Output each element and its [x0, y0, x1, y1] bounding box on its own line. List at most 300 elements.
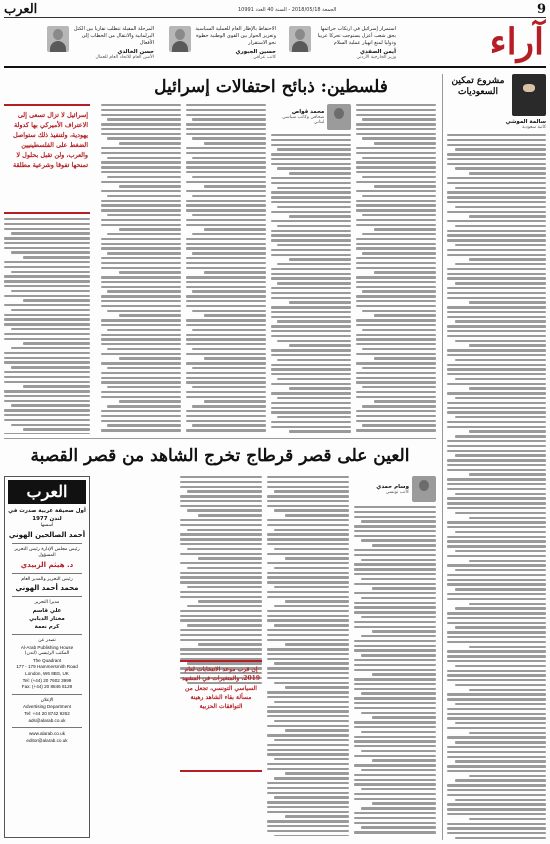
body-text-line: [11, 251, 90, 253]
article-column: [180, 476, 262, 836]
body-text-line: [374, 271, 436, 273]
body-text-line: [4, 395, 90, 397]
body-text-line: [356, 353, 436, 355]
body-text-line: [274, 548, 349, 550]
body-text-line: [447, 832, 546, 834]
body-text-line: [180, 591, 262, 593]
body-text-line: [447, 636, 546, 638]
body-text-line: [356, 338, 436, 340]
body-text-line: [101, 114, 181, 116]
body-text-line: [362, 367, 436, 369]
body-text-line: [455, 837, 546, 839]
body-text-line: [447, 383, 546, 385]
imprint-managing-editor: علي قاسم: [32, 607, 62, 614]
body-text-line: [192, 386, 266, 388]
body-text-line: [101, 300, 181, 302]
body-text-line: [271, 230, 351, 232]
body-text-line: [354, 506, 436, 508]
header-author-3: [47, 26, 154, 60]
body-text-line: [180, 543, 262, 545]
body-text-line: [267, 749, 349, 751]
body-text-line: [277, 167, 351, 169]
body-text-line: [274, 529, 349, 531]
body-text-line: [361, 635, 436, 637]
body-text-line: [267, 610, 349, 612]
body-text-line: [11, 366, 90, 368]
body-text-line: [267, 811, 349, 813]
body-text-line: [186, 343, 266, 345]
body-text-line: [447, 693, 546, 695]
body-text-line: [447, 478, 546, 480]
body-text-line: [267, 648, 349, 650]
body-text-line: [354, 683, 436, 685]
pull-quote: إسرائيل لا تزال تسعى إلى الاعتراف الأميركي بها كدولة يهودية، ولتنفيذ ذلك ستواصل الضغط على الفلسطينيين والعرب، ولن تقبل بحلول لا تمنحها تفوقا وشرعية مطلقة: [4, 104, 90, 214]
body-text-line: [361, 731, 436, 733]
body-text-line: [356, 415, 436, 417]
imprint-ads-label: الإعلان: [40, 697, 54, 703]
body-text-line: [187, 567, 262, 569]
body-text-line: [4, 323, 90, 325]
body-text-line: [362, 329, 436, 331]
body-text-line: [455, 206, 546, 208]
body-text-line: [271, 407, 351, 409]
imprint-editor-email: editor@alarab.co.uk: [26, 737, 68, 743]
body-text-line: [356, 391, 436, 393]
body-text-line: [447, 234, 546, 236]
header-author-2: [169, 26, 276, 60]
body-text-line: [267, 706, 349, 708]
body-text-line: [186, 262, 266, 264]
body-text-line: [447, 770, 546, 772]
body-text-line: [374, 185, 436, 187]
body-text-line: [362, 424, 436, 426]
body-text-line: [186, 391, 266, 393]
body-text-line: [192, 137, 266, 139]
body-text-line: [455, 741, 546, 743]
body-text-line: [180, 481, 262, 483]
body-text-line: [447, 230, 546, 232]
body-text-line: [186, 114, 266, 116]
body-text-line: [447, 139, 546, 141]
body-text-line: [455, 722, 546, 724]
body-text-line: [192, 329, 266, 331]
body-text-line: [267, 768, 349, 770]
body-text-line: [267, 753, 349, 755]
body-text-line: [267, 725, 349, 727]
body-text-line: [356, 247, 436, 249]
body-text-line: [447, 459, 546, 461]
body-text-line: [204, 314, 266, 316]
body-text-line: [447, 426, 546, 428]
body-text-line: [271, 144, 351, 146]
body-text-line: [101, 161, 181, 163]
body-text-line: [267, 562, 349, 564]
article-column: [271, 104, 351, 434]
body-text-line: [362, 386, 436, 388]
body-text-line: [101, 262, 181, 264]
body-text-line: [447, 277, 546, 279]
body-text-line: [267, 572, 349, 574]
body-text-line: [4, 304, 90, 306]
body-text-line: [271, 373, 351, 375]
body-text-line: [271, 139, 351, 141]
body-text-line: [4, 333, 90, 335]
body-text-line: [447, 540, 546, 542]
body-text-line: [469, 775, 546, 777]
body-text-line: [274, 777, 349, 779]
imprint-box: [4, 476, 90, 838]
body-text-line: [354, 678, 436, 680]
body-text-line: [447, 823, 546, 825]
body-text-line: [361, 559, 436, 561]
body-text-line: [277, 340, 351, 342]
header-author-name: حسن الخالدي: [117, 49, 154, 55]
body-text-line: [374, 357, 436, 359]
body-text-line: [186, 281, 266, 283]
body-text-line: [354, 573, 436, 575]
body-text-line: [101, 420, 181, 422]
body-text-line: [274, 624, 349, 626]
body-text-line: [107, 176, 181, 178]
body-text-line: [204, 142, 266, 144]
body-text-line: [356, 200, 436, 202]
body-text-line: [267, 543, 349, 545]
article-author-role: كاتب تونسي: [385, 489, 409, 495]
author-photo: [327, 104, 351, 130]
body-text-line: [271, 297, 351, 299]
author-photo: [47, 26, 69, 52]
body-text-line: [447, 808, 546, 810]
body-text-line: [447, 177, 546, 179]
body-text-line: [447, 827, 546, 829]
body-text-line: [447, 134, 546, 136]
body-text-line: [101, 238, 181, 240]
opinion-header: [4, 20, 546, 68]
body-text-line: [271, 426, 351, 428]
body-text-line: [101, 190, 181, 192]
body-text-line: [107, 329, 181, 331]
body-text-line: [356, 243, 436, 245]
body-text-line: [447, 698, 546, 700]
body-text-line: [362, 214, 436, 216]
body-text-line: [186, 415, 266, 417]
body-text-line: [447, 736, 546, 738]
article-column: [267, 476, 349, 836]
article-author: وسام حمدي: [376, 483, 409, 490]
body-text-line: [455, 148, 546, 150]
body-text-line: [447, 211, 546, 213]
body-text-line: [267, 806, 349, 808]
body-text-line: [447, 364, 546, 366]
body-text-line: [354, 688, 436, 690]
body-text-line: [267, 792, 349, 794]
imprint-fax: Fax: (+44) 20 8846 8129: [21, 684, 73, 690]
body-text-line: [192, 176, 266, 178]
section-title: آراء: [489, 21, 544, 63]
body-text-line: [447, 311, 546, 313]
body-text-line: [447, 641, 546, 643]
body-text-line: [455, 340, 546, 342]
body-text-line: [362, 310, 436, 312]
imprint-founder-label: أسسها: [40, 523, 54, 528]
body-text-line: [289, 387, 351, 389]
body-text-line: [356, 147, 436, 149]
body-text-line: [107, 386, 181, 388]
body-text-line: [356, 219, 436, 221]
header-author-1: [289, 26, 396, 60]
body-text-line: [361, 539, 436, 541]
article-column: [4, 218, 90, 434]
body-text-line: [289, 430, 351, 432]
body-text-line: [374, 314, 436, 316]
body-text-line: [107, 252, 181, 254]
body-text-line: [447, 650, 546, 652]
imprint-website: www.alarab.co.uk: [28, 731, 65, 737]
body-text-line: [186, 267, 266, 269]
body-text-line: [447, 617, 546, 619]
body-text-line: [447, 158, 546, 160]
body-text-line: [101, 319, 181, 321]
body-text-line: [447, 593, 546, 595]
body-text-line: [289, 301, 351, 303]
body-text-line: [23, 385, 90, 387]
body-text-line: [271, 349, 351, 351]
body-text-line: [186, 219, 266, 221]
body-text-line: [447, 402, 546, 404]
body-text-line: [356, 262, 436, 264]
body-text-line: [455, 760, 546, 762]
body-text-line: [267, 481, 349, 483]
body-text-line: [285, 772, 349, 774]
body-text-line: [101, 224, 181, 226]
body-text-line: [354, 726, 436, 728]
body-text-line: [361, 578, 436, 580]
body-text-line: [4, 242, 90, 244]
body-text-line: [186, 166, 266, 168]
body-text-line: [469, 473, 546, 475]
body-text-line: [119, 271, 181, 273]
body-text-line: [362, 137, 436, 139]
body-text-line: [101, 415, 181, 417]
body-text-line: [447, 502, 546, 504]
imprint-separator: [12, 573, 82, 574]
body-text-line: [271, 177, 351, 179]
body-text-line: [354, 664, 436, 666]
body-text-line: [180, 533, 262, 535]
body-text-line: [192, 118, 266, 120]
body-text-line: [469, 818, 546, 820]
body-text-line: [277, 225, 351, 227]
body-text-line: [23, 342, 90, 344]
body-text-line: [447, 144, 546, 146]
body-text-line: [267, 830, 349, 832]
imprint-address: London, W6 8BS, UK: [25, 670, 69, 676]
body-text-line: [354, 659, 436, 661]
body-text-line: [192, 310, 266, 312]
body-text-line: [455, 359, 546, 361]
body-text-line: [354, 736, 436, 738]
body-text-line: [354, 516, 436, 518]
body-text-line: [455, 703, 546, 705]
body-text-line: [447, 196, 546, 198]
body-text-line: [469, 517, 546, 519]
body-text-line: [186, 324, 266, 326]
body-text-line: [101, 181, 181, 183]
body-text-line: [192, 367, 266, 369]
body-text-line: [107, 424, 181, 426]
body-text-line: [186, 338, 266, 340]
body-text-line: [180, 615, 262, 617]
body-text-line: [274, 662, 349, 664]
body-text-line: [372, 544, 436, 546]
body-text-line: [267, 486, 349, 488]
body-text-line: [267, 476, 349, 478]
article-byline: [354, 476, 436, 502]
body-text-line: [356, 114, 436, 116]
body-text-line: [447, 670, 546, 672]
body-text-line: [285, 600, 349, 602]
body-text-line: [447, 191, 546, 193]
body-text-line: [4, 400, 90, 402]
body-text-line: [354, 530, 436, 532]
body-text-line: [455, 779, 546, 781]
right-column-article: [442, 74, 546, 840]
body-text-line: [447, 325, 546, 327]
body-text-line: [356, 281, 436, 283]
body-text-line: [101, 204, 181, 206]
body-text-line: [101, 362, 181, 364]
body-text-line: [447, 631, 546, 633]
body-text-line: [180, 596, 262, 598]
body-text-line: [186, 181, 266, 183]
body-text-line: [204, 271, 266, 273]
body-text-line: [186, 247, 266, 249]
body-text-line: [362, 348, 436, 350]
body-text-line: [274, 605, 349, 607]
body-text-line: [180, 500, 262, 502]
body-text-line: [204, 357, 266, 359]
body-text-line: [271, 306, 351, 308]
body-text-line: [267, 591, 349, 593]
body-text-line: [361, 807, 436, 809]
body-text-line: [455, 569, 546, 571]
body-text-line: [447, 751, 546, 753]
body-text-line: [267, 629, 349, 631]
body-text-line: [267, 500, 349, 502]
body-text-line: [180, 610, 262, 612]
body-text-line: [356, 377, 436, 379]
body-text-line: [447, 153, 546, 155]
body-text-line: [455, 550, 546, 552]
body-text-line: [186, 104, 266, 106]
body-text-line: [362, 195, 436, 197]
body-text-line: [180, 524, 262, 526]
body-text-line: [267, 524, 349, 526]
body-text-line: [271, 196, 351, 198]
body-text-line: [361, 712, 436, 714]
body-text-line: [361, 597, 436, 599]
body-text-line: [447, 306, 546, 308]
body-text-line: [11, 232, 90, 234]
body-text-line: [186, 362, 266, 364]
body-text-line: [354, 774, 436, 776]
body-text-line: [4, 223, 90, 225]
body-text-line: [267, 519, 349, 521]
body-text-line: [101, 166, 181, 168]
body-text-line: [101, 243, 181, 245]
body-text-line: [192, 214, 266, 216]
body-text-line: [447, 182, 546, 184]
body-text-line: [101, 281, 181, 283]
body-text-line: [4, 352, 90, 354]
body-text-line: [4, 433, 90, 434]
body-text-line: [23, 428, 90, 430]
body-text-line: [4, 280, 90, 282]
body-text-line: [107, 137, 181, 139]
body-text-line: [198, 643, 262, 645]
body-text-line: [11, 271, 90, 273]
body-text-line: [447, 254, 546, 256]
body-text-line: [447, 421, 546, 423]
body-text-line: [354, 640, 436, 642]
body-text-line: [455, 531, 546, 533]
body-text-line: [285, 686, 349, 688]
body-text-line: [354, 779, 436, 781]
body-text-line: [4, 371, 90, 373]
body-text-line: [354, 669, 436, 671]
body-text-line: [267, 715, 349, 717]
body-text-line: [271, 364, 351, 366]
imprint-publisher: Al-Arab Publishing House: [20, 644, 74, 650]
body-text-line: [354, 535, 436, 537]
body-text-line: [447, 813, 546, 815]
author-photo: [169, 26, 191, 52]
body-text-line: [101, 200, 181, 202]
body-text-line: [356, 276, 436, 278]
body-text-line: [455, 187, 546, 189]
body-text-line: [447, 674, 546, 676]
body-text-line: [372, 630, 436, 632]
body-text-line: [372, 587, 436, 589]
body-text-line: [356, 104, 436, 106]
body-text-line: [186, 147, 266, 149]
body-text-line: [4, 261, 90, 263]
article-headline: العين على قصر قرطاج تخرج الشاهد من قصر القصبة: [30, 446, 410, 466]
body-text-line: [447, 368, 546, 370]
body-text-line: [271, 311, 351, 313]
body-text-line: [356, 171, 436, 173]
body-text-line: [447, 803, 546, 805]
body-text-line: [455, 665, 546, 667]
imprint-address: 177 - 179 Hammersmith Road: [16, 664, 78, 670]
body-text-line: [271, 239, 351, 241]
body-text-line: [11, 328, 90, 330]
body-text-line: [4, 228, 90, 230]
body-text-line: [271, 234, 351, 236]
body-text-line: [186, 109, 266, 111]
imprint-managing-editor: كرم نعمة: [34, 623, 60, 630]
body-text-line: [11, 424, 90, 426]
body-text-line: [271, 163, 351, 165]
body-text-line: [354, 812, 436, 814]
body-text-line: [271, 158, 351, 160]
body-text-line: [267, 658, 349, 660]
body-text-line: [354, 831, 436, 833]
body-text-line: [192, 424, 266, 426]
body-text-line: [267, 634, 349, 636]
body-text-line: [354, 549, 436, 551]
body-text-line: [356, 396, 436, 398]
